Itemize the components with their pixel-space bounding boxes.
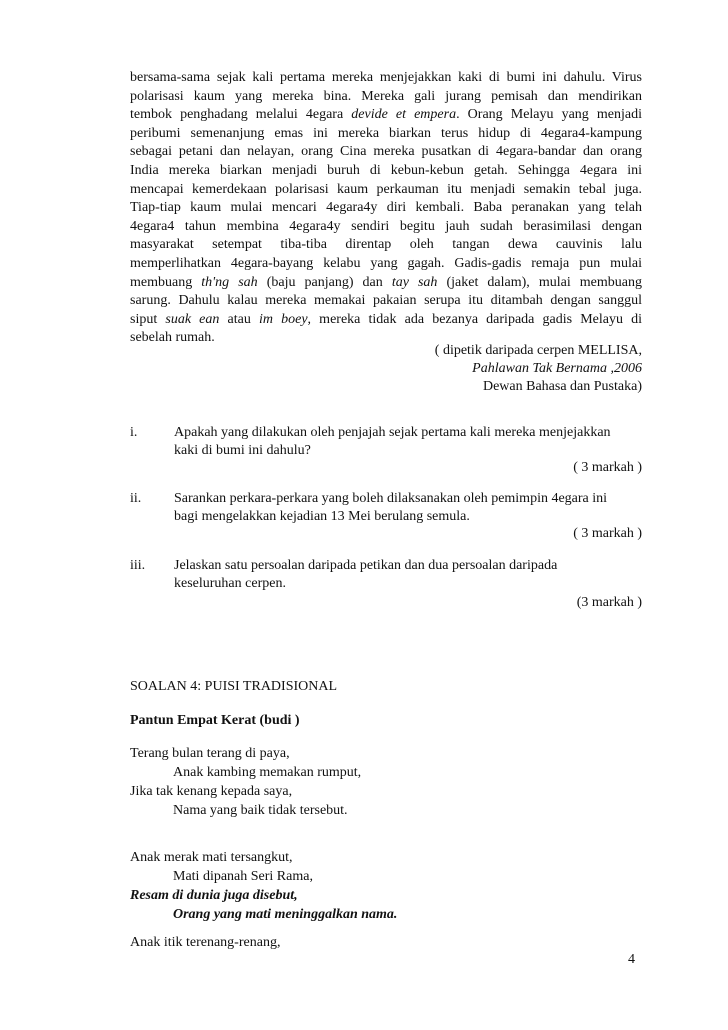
stanza-line: Jika tak kenang kepada saya, — [130, 784, 293, 799]
question-line: Sarankan perkara-perkara yang boleh dilaksanakan oleh pemimpin 4egara ini — [174, 491, 608, 506]
question-number: iii. — [130, 558, 146, 573]
marks-label: ( 3 markah ) — [573, 526, 642, 541]
passage-line: sebagai petani dan nelayan, orang Cina mereka pusatkan di 4egara-bandar dan orang — [130, 144, 642, 160]
passage-line: tembok penghadang melalui 4egara devide et empera. Orang Melayu yang menjadi — [130, 107, 642, 123]
question-text — [174, 490, 642, 526]
marks-label: ( 3 markah ) — [573, 460, 642, 475]
source-citation — [300, 342, 642, 396]
stanza-line: Mati dipanah Seri Rama, — [173, 869, 313, 884]
question-item — [130, 557, 642, 611]
citation-book-title: Pahlawan Tak Bernama ,2006 — [472, 361, 642, 376]
question-line: Jelaskan satu persoalan daripada petikan dan dua persoalan daripada — [174, 558, 558, 573]
question-line: kaki di bumi ini dahulu? — [174, 443, 311, 458]
stanza-line: Orang yang mati meninggalkan nama. — [173, 907, 398, 922]
passage-paragraph — [130, 69, 642, 348]
passage-line: sebelah rumah. — [130, 330, 215, 346]
passage-line: memperlihatkan 4egara-bayang kelabu yang gagah. Gadis-gadis remaja pun mulai — [130, 255, 642, 271]
passage-line: India mereka biarkan menjadi buruh di kebun-kebun getah. Sehingga 4egara ini — [130, 162, 642, 178]
question-line: bagi mengelakkan kejadian 13 Mei berulang semula. — [174, 509, 470, 524]
question-item — [130, 424, 642, 478]
passage-line: peribumi semenanjung emas ini mereka biarkan terus hidup di 4egara4-kampung — [130, 125, 642, 141]
passage-line: masyarakat setempat tiba-tiba direntap oleh tangan dewa cauvinis lalu — [130, 237, 642, 253]
question-text — [174, 424, 642, 460]
pantun-stanza — [130, 848, 397, 924]
passage-line: 4egara4 tahun membina 4egara4y sendiri begitu jauh sudah berasimilasi dengan — [130, 218, 642, 234]
stanza-line: Anak merak mati tersangkut, — [130, 850, 293, 865]
question-text — [174, 557, 642, 593]
question-line: Apakah yang dilakukan oleh penjajah sejak pertama kali mereka menjejakkan — [174, 425, 611, 440]
stanza-line: Terang bulan terang di paya, — [130, 746, 290, 761]
passage-line: sarung. Dahulu kalau mereka memakai pakaian serupa itu ditambah dengan sanggul — [130, 293, 642, 309]
marks-label: (3 markah ) — [576, 595, 642, 610]
poem-title: Pantun Empat Kerat (budi ) — [130, 713, 300, 728]
passage-line: mencapai kemerdekaan polarisasi kaum perkauman itu menjadi semakin tebal juga. — [130, 181, 642, 197]
page-number: 4 — [628, 952, 635, 967]
question-line: keseluruhan cerpen. — [174, 576, 286, 591]
question-number: i. — [130, 425, 138, 440]
stanza-line: Nama yang baik tidak tersebut. — [173, 803, 348, 818]
section-heading: SOALAN 4: PUISI TRADISIONAL — [130, 679, 338, 694]
stanza-line: Anak kambing memakan rumput, — [173, 765, 362, 780]
stanza-line: Resam di dunia juga disebut, — [130, 888, 298, 903]
stanza-line: Anak itik terenang-renang, — [130, 935, 281, 950]
passage-line: siput suak ean atau im boey, mereka tidak ada bezanya daripada gadis Melayu di — [130, 311, 642, 327]
question-item — [130, 490, 642, 544]
citation-publisher: Dewan Bahasa dan Pustaka) — [482, 379, 642, 394]
citation-line: ( dipetik daripada cerpen MELLISA, — [434, 343, 642, 358]
pantun-stanza — [130, 933, 280, 952]
passage-line: bersama-sama sejak kali pertama mereka menjejakkan kaki di bumi ini dahulu. Virus — [130, 70, 642, 85]
pantun-stanza — [130, 744, 361, 820]
passage-line: polarisasi kaum yang mereka bina. Mereka gali jurang pemisah dan mendirikan — [130, 88, 642, 104]
passage-line: Tiap-tiap kaum mulai mencari 4egara4y diri kembali. Baba peranakan yang telah — [130, 200, 642, 216]
passage-line: membuang th'ng sah (baju panjang) dan tay sah (jaket dalam), mulai membuang — [130, 274, 642, 290]
question-number: ii. — [130, 491, 142, 506]
